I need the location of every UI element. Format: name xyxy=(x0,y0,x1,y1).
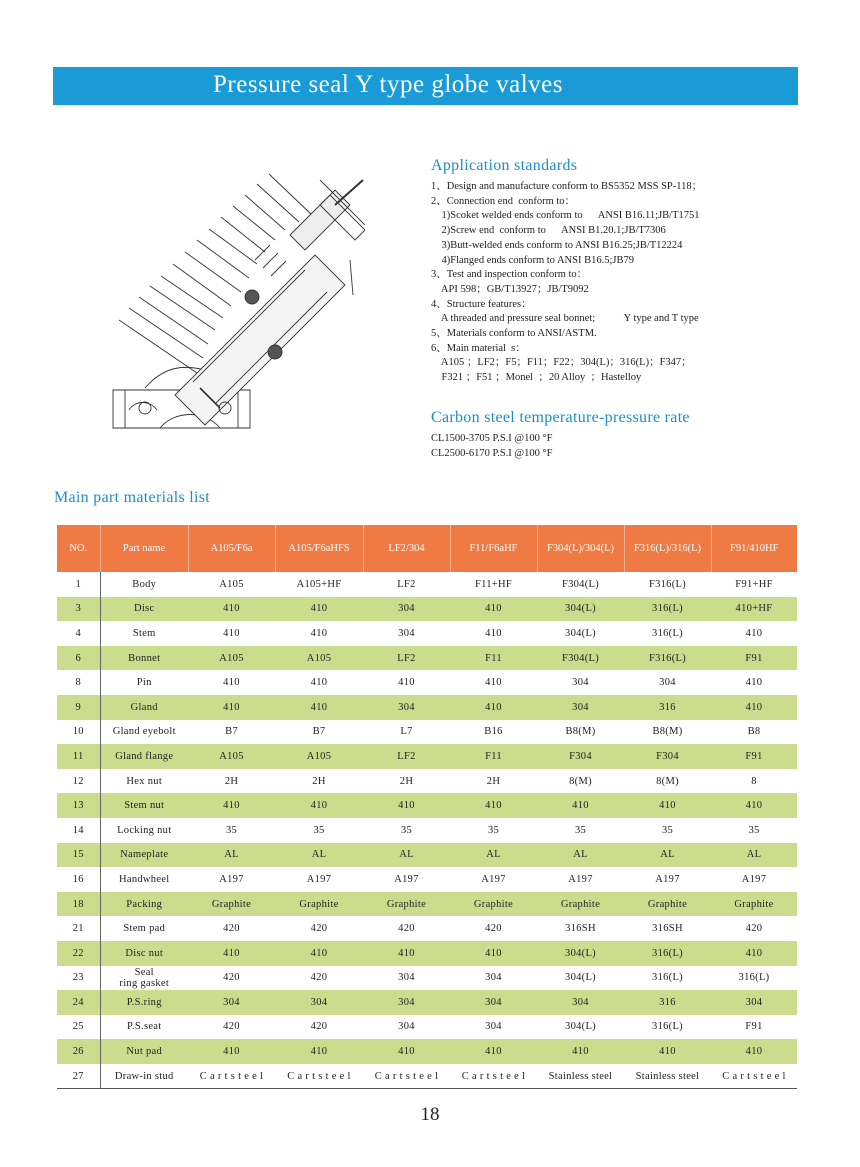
material-cell: 8(M) xyxy=(656,775,679,787)
material-cell: 410 xyxy=(711,793,797,818)
material-cell: 410 xyxy=(711,1039,797,1064)
page-number: 18 xyxy=(420,1104,440,1125)
row-number: 10 xyxy=(57,720,100,745)
material-cell: 410 xyxy=(223,677,240,689)
material-cell: 410 xyxy=(745,677,763,689)
material-cell: 410 xyxy=(275,793,363,818)
material-cell: 316(L) xyxy=(652,627,683,639)
material-cell: 410 xyxy=(188,695,275,720)
material-cell: 420 xyxy=(745,923,763,935)
material-cell: Graphite xyxy=(711,892,797,917)
material-cell: 35 xyxy=(313,824,325,836)
part-name: Disc xyxy=(100,597,188,622)
material-cell: 304(L) xyxy=(537,941,624,966)
material-cell: 8(M) xyxy=(569,775,592,787)
material-cell: 410 xyxy=(624,1039,711,1064)
material-cell: AL xyxy=(537,843,624,868)
part-name: Body xyxy=(132,578,157,590)
material-cell: LF2 xyxy=(397,578,416,590)
application-line: 1)Scoket welded ends conform to ANSI B16.11;JB/T1751 xyxy=(431,210,700,222)
material-cell: 410 xyxy=(711,941,797,966)
material-cell: 410 xyxy=(450,793,537,818)
material-cell: F11+HF xyxy=(474,578,513,590)
material-cell: 410 xyxy=(485,677,502,689)
column-header: F11/F6aHF xyxy=(450,525,537,572)
material-cell: 420 xyxy=(310,1021,328,1033)
application-line: API 598；GB/T13927；JB/T9092 xyxy=(431,283,589,295)
rate-list xyxy=(431,432,553,461)
column-header: LF2/304 xyxy=(363,525,450,572)
material-cell: 316SH xyxy=(652,923,683,935)
material-cell: F304(L) xyxy=(561,578,600,590)
application-list xyxy=(431,180,811,386)
material-cell: 316(L) xyxy=(738,972,770,984)
material-cell: L7 xyxy=(400,726,413,738)
material-cell: AL xyxy=(363,843,450,868)
material-cell: F91+HF xyxy=(735,578,773,590)
material-cell: 35 xyxy=(661,824,674,836)
application-line: A threaded and pressure seal bonnet; Y type and T type xyxy=(431,313,699,325)
material-cell: 316(L) xyxy=(652,1021,683,1033)
part-name: Packing xyxy=(100,892,188,917)
material-cell: B7 xyxy=(312,726,326,738)
part-name: Gland flange xyxy=(100,744,188,769)
material-cell: 304 xyxy=(572,677,589,689)
material-cell: 410 xyxy=(450,1039,537,1064)
material-cell: Graphite xyxy=(624,892,711,917)
material-cell: 316(L) xyxy=(652,972,683,984)
table-row xyxy=(57,646,797,671)
material-cell: 410 xyxy=(537,1039,624,1064)
material-cell: 410 xyxy=(188,1039,275,1064)
part-name: Gland eyebolt xyxy=(112,726,176,738)
material-cell: 410 xyxy=(485,627,502,639)
application-line: 4、Structure features： xyxy=(431,298,532,310)
part-name: P.S.ring xyxy=(100,990,188,1015)
material-cell: B8 xyxy=(747,726,761,738)
material-cell: Graphite xyxy=(188,892,275,917)
material-cell: 410 xyxy=(450,695,537,720)
material-cell: F91 xyxy=(711,646,797,671)
part-name: Draw-in stud xyxy=(100,1064,188,1089)
material-cell: A105 xyxy=(275,646,363,671)
material-cell: 2H xyxy=(312,775,326,787)
material-cell: AL xyxy=(711,843,797,868)
material-cell: C a r t s t e e l xyxy=(275,1064,363,1089)
part-name: Stem nut xyxy=(100,793,188,818)
material-cell: Graphite xyxy=(363,892,450,917)
table-row xyxy=(57,572,797,597)
material-cell: A197 xyxy=(394,873,419,885)
table-row xyxy=(57,1015,797,1040)
material-cell: 304 xyxy=(363,695,450,720)
material-cell: 410 xyxy=(310,627,328,639)
table-row xyxy=(57,793,797,818)
row-number: 24 xyxy=(57,990,100,1015)
row-number: 21 xyxy=(57,916,100,941)
part-name: Nut pad xyxy=(100,1039,188,1064)
part-name: P.S.seat xyxy=(127,1021,162,1033)
material-cell: C a r t s t e e l xyxy=(363,1064,450,1089)
column-header: NO. xyxy=(57,525,100,572)
material-cell: 316(L) xyxy=(624,597,711,622)
column-header: F304(L)/304(L) xyxy=(537,525,624,572)
material-cell: 410 xyxy=(363,1039,450,1064)
table-row xyxy=(57,867,797,892)
application-line: 2、Connection end conform to： xyxy=(431,195,576,207)
row-number: 11 xyxy=(57,744,100,769)
application-line: A105 ；LF2；F5；F11；F22；304(L)；316(L)；F347； xyxy=(431,357,692,369)
material-cell: C a r t s t e e l xyxy=(711,1064,797,1089)
application-line: 3、Test and inspection conform to： xyxy=(431,269,588,281)
rate-line: CL2500-6170 P.S.I @100 °F xyxy=(431,447,553,459)
material-cell: F91 xyxy=(745,1021,763,1033)
row-number: 12 xyxy=(57,769,100,794)
material-cell: F316(L) xyxy=(648,578,687,590)
table-row xyxy=(57,916,797,941)
material-cell: F304 xyxy=(537,744,624,769)
material-cell: 410 xyxy=(450,597,537,622)
material-cell: 304 xyxy=(398,627,415,639)
row-number: 23 xyxy=(57,966,100,991)
material-cell: B7 xyxy=(225,726,238,738)
material-cell: B8(M) xyxy=(565,726,596,738)
row-number: 8 xyxy=(57,670,100,695)
material-cell: 35 xyxy=(748,824,760,836)
column-header: F316(L)/316(L) xyxy=(624,525,711,572)
material-cell: 420 xyxy=(398,923,415,935)
part-name: Disc nut xyxy=(100,941,188,966)
application-line: 4)Flanged ends conform to ANSI B16.5;JB79 xyxy=(431,254,634,266)
material-cell: 2H xyxy=(399,775,414,787)
material-cell: 304 xyxy=(450,990,537,1015)
table-row xyxy=(57,621,797,646)
table-body xyxy=(57,572,797,1089)
material-cell: 420 xyxy=(223,1021,240,1033)
table-row xyxy=(57,597,797,622)
rate-heading: Carbon steel temperature-pressure rate xyxy=(431,409,690,426)
material-cell: 304 xyxy=(363,990,450,1015)
table-header-row xyxy=(57,525,797,572)
rate-line: CL1500-3705 P.S.I @100 °F xyxy=(431,433,553,444)
material-cell: 304(L) xyxy=(565,627,596,639)
material-cell: B8(M) xyxy=(652,726,683,738)
row-number: 18 xyxy=(57,892,100,917)
column-header: A105/F6a xyxy=(188,525,275,572)
material-cell: F91 xyxy=(711,744,797,769)
row-number: 9 xyxy=(57,695,100,720)
part-name: Gland xyxy=(100,695,188,720)
material-cell: 410 xyxy=(188,793,275,818)
material-cell: B16 xyxy=(484,726,503,738)
table-row xyxy=(57,769,797,794)
material-cell: A197 xyxy=(741,873,767,885)
part-name: Locking nut xyxy=(117,824,172,836)
application-line: 2)Screw end conform to ANSI B1.20.1;JB/T7306 xyxy=(431,225,666,237)
material-cell: 304(L) xyxy=(565,1021,596,1033)
material-cell: A197 xyxy=(655,873,680,885)
material-cell: 304(L) xyxy=(537,597,624,622)
table-row xyxy=(57,1064,797,1089)
application-line: 5、Materials conform to ANSI/ASTM. xyxy=(431,328,597,340)
material-cell: A105+HF xyxy=(296,578,342,590)
row-number: 1 xyxy=(57,572,100,597)
material-cell: A105 xyxy=(275,744,363,769)
material-cell: LF2 xyxy=(363,744,450,769)
material-cell: 304 xyxy=(275,990,363,1015)
material-cell: 410 xyxy=(275,695,363,720)
column-header: A105/F6aHFS xyxy=(275,525,363,572)
table-row xyxy=(57,966,797,991)
material-cell: 35 xyxy=(487,824,500,836)
part-name: Bonnet xyxy=(100,646,188,671)
row-number: 13 xyxy=(57,793,100,818)
material-cell: A197 xyxy=(219,873,244,885)
material-cell: 420 xyxy=(310,972,328,984)
material-cell: 410+HF xyxy=(711,597,797,622)
material-cell: 410 xyxy=(363,793,450,818)
material-cell: 35 xyxy=(225,824,238,836)
material-cell: 304 xyxy=(659,677,676,689)
material-cell: 304 xyxy=(485,1021,502,1033)
material-cell: 316 xyxy=(624,990,711,1015)
material-cell: 420 xyxy=(485,923,502,935)
material-cell: A105 xyxy=(188,646,275,671)
table-row xyxy=(57,818,797,843)
table-row xyxy=(57,670,797,695)
material-cell: 410 xyxy=(275,941,363,966)
material-cell: 410 xyxy=(223,627,240,639)
table-row xyxy=(57,720,797,745)
row-number: 25 xyxy=(57,1015,100,1040)
table-row xyxy=(57,1039,797,1064)
material-cell: AL xyxy=(188,843,275,868)
part-name: Stem xyxy=(132,627,156,639)
row-number: 27 xyxy=(57,1064,100,1089)
material-cell: 410 xyxy=(745,627,763,639)
material-cell: Graphite xyxy=(450,892,537,917)
material-cell: F304 xyxy=(624,744,711,769)
page-title: Pressure seal Y type globe valves xyxy=(213,71,563,98)
material-cell: A197 xyxy=(481,873,506,885)
row-number: 6 xyxy=(57,646,100,671)
material-cell: 420 xyxy=(223,923,240,935)
material-cell: 410 xyxy=(711,695,797,720)
table-row xyxy=(57,744,797,769)
material-cell: 304 xyxy=(398,972,415,984)
material-cell: 304 xyxy=(188,990,275,1015)
material-cell: 410 xyxy=(363,941,450,966)
part-name: Stem pad xyxy=(123,923,166,935)
material-cell: 420 xyxy=(223,972,240,984)
title-bar xyxy=(53,67,798,105)
material-cell: F11 xyxy=(450,646,537,671)
material-cell: C a r t s t e e l xyxy=(188,1064,275,1089)
application-line: 6、Main material s： xyxy=(431,342,526,354)
part-name: Handwheel xyxy=(118,873,170,885)
material-cell: 2H xyxy=(224,775,239,787)
material-cell: 316SH xyxy=(565,923,596,935)
material-cell: A105 xyxy=(219,578,244,590)
material-cell: 304 xyxy=(537,695,624,720)
row-number: 3 xyxy=(57,597,100,622)
table-row xyxy=(57,695,797,720)
material-cell: Stainless steel xyxy=(537,1064,624,1089)
material-cell: 410 xyxy=(275,597,363,622)
material-cell: AL xyxy=(624,843,711,868)
material-cell: AL xyxy=(275,843,363,868)
material-cell: 410 xyxy=(398,677,415,689)
application-line: F321 ；F51 ；Monel ；20 Alloy ；Hastelloy xyxy=(431,372,642,384)
materials-table xyxy=(57,525,797,1089)
application-heading: Application standards xyxy=(431,157,578,174)
column-header: Part name xyxy=(100,525,188,572)
part-name: Nameplate xyxy=(100,843,188,868)
application-line: 3)Butt-welded ends conform to ANSI B16.25;JB/T12224 xyxy=(431,239,683,251)
table-row xyxy=(57,941,797,966)
row-number: 15 xyxy=(57,843,100,868)
material-cell: LF2 xyxy=(363,646,450,671)
material-cell: Stainless steel xyxy=(624,1064,711,1089)
material-cell: 410 xyxy=(275,1039,363,1064)
material-cell: A197 xyxy=(306,873,332,885)
material-cell: Graphite xyxy=(275,892,363,917)
material-cell: 410 xyxy=(188,597,275,622)
material-cell: 304 xyxy=(363,597,450,622)
material-cell: Graphite xyxy=(537,892,624,917)
material-cell: 2H xyxy=(486,775,501,787)
material-cell: 410 xyxy=(450,941,537,966)
material-cell: 304 xyxy=(398,1021,415,1033)
row-number: 16 xyxy=(57,867,100,892)
material-cell: 410 xyxy=(537,793,624,818)
part-name: Pin xyxy=(136,677,152,689)
table-row xyxy=(57,843,797,868)
row-number: 4 xyxy=(57,621,100,646)
table-row xyxy=(57,892,797,917)
material-cell: 35 xyxy=(400,824,413,836)
material-cell: 304 xyxy=(537,990,624,1015)
row-number: 26 xyxy=(57,1039,100,1064)
material-cell: 420 xyxy=(310,923,328,935)
row-number: 22 xyxy=(57,941,100,966)
material-cell: F304(L) xyxy=(537,646,624,671)
material-cell: 316 xyxy=(624,695,711,720)
column-header: F91/410HF xyxy=(711,525,797,572)
material-cell: 316(L) xyxy=(624,941,711,966)
table-row xyxy=(57,990,797,1015)
material-cell: A105 xyxy=(188,744,275,769)
material-cell: F11 xyxy=(450,744,537,769)
material-cell: 410 xyxy=(310,677,328,689)
material-cell: 410 xyxy=(624,793,711,818)
application-line: 1、Design and manufacture conform to BS5352 MSS SP-118； xyxy=(431,181,703,192)
material-cell: 304 xyxy=(711,990,797,1015)
material-cell: AL xyxy=(450,843,537,868)
material-cell: F316(L) xyxy=(624,646,711,671)
material-cell: 35 xyxy=(574,824,587,836)
part-name: Seal ring gasket xyxy=(119,966,170,989)
material-cell: C a r t s t e e l xyxy=(450,1064,537,1089)
material-cell: 304 xyxy=(485,972,502,984)
material-cell: A197 xyxy=(568,873,593,885)
part-name: Hex nut xyxy=(126,775,163,787)
material-cell: 304(L) xyxy=(565,972,596,984)
material-cell: 410 xyxy=(188,941,275,966)
material-cell: 8 xyxy=(751,775,757,787)
row-number: 14 xyxy=(57,818,100,843)
materials-heading: Main part materials list xyxy=(54,489,211,506)
valve-drawing xyxy=(105,160,365,450)
